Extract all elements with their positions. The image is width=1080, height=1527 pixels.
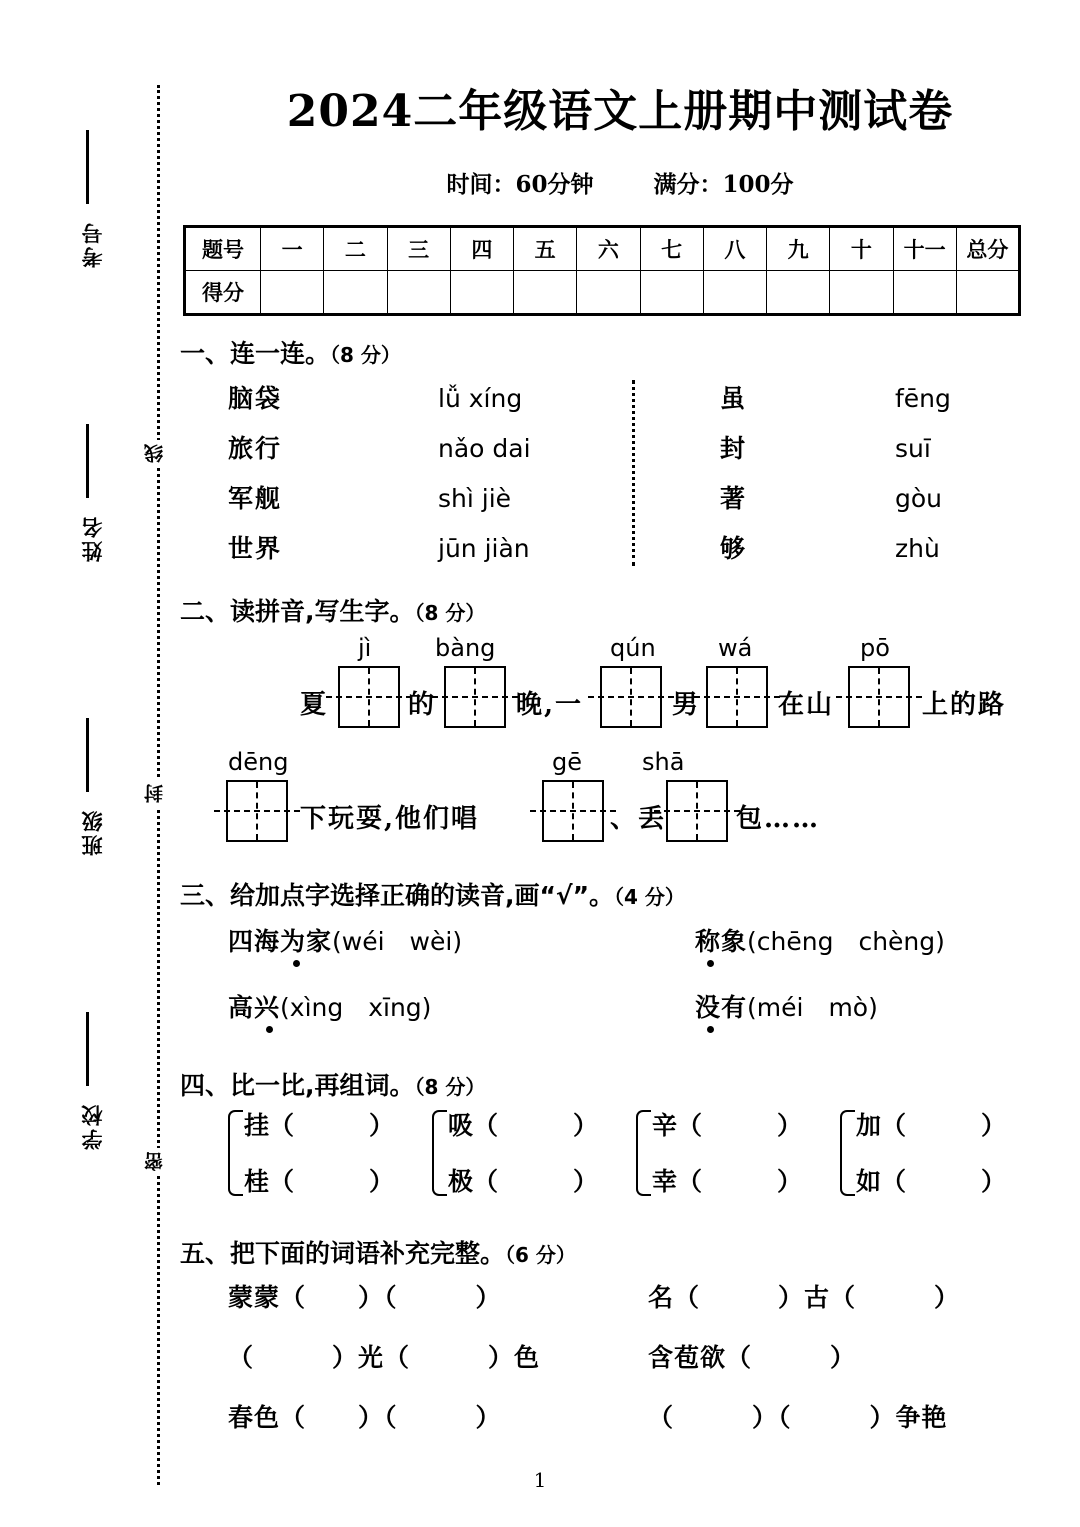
q4-brace-1 — [432, 1110, 447, 1196]
q2-text-bao: 包…… — [736, 804, 821, 835]
q2-box-ji[interactable] — [338, 666, 400, 728]
q2-pinyin-po: pō — [860, 634, 890, 663]
q2-pinyin-wa: wá — [718, 634, 753, 663]
q2-pinyin-ge: gē — [552, 748, 582, 777]
section-1-body — [180, 374, 1060, 574]
field-rule-banji — [86, 718, 89, 792]
seal-char-feng: 封 — [146, 780, 165, 807]
score-cell-3[interactable] — [450, 271, 513, 315]
margin-field-xuexiao: 学校 — [81, 1102, 105, 1150]
exam-content — [180, 0, 1060, 1527]
page-number: 1 — [533, 1468, 547, 1492]
q2-box-sha[interactable] — [666, 780, 728, 842]
score-col-6: 七 — [640, 227, 703, 271]
margin-field-xingming: 姓名 — [81, 514, 105, 562]
q3-word-1: 称象 — [695, 927, 748, 957]
score-cell-11[interactable] — [956, 271, 1019, 315]
section-2-title: 二、读拼音,写生字。 — [180, 597, 415, 627]
q4-line-3-top[interactable]: 加（ ） — [856, 1111, 1007, 1141]
total-score-label: 满分：100分 — [653, 171, 794, 199]
score-cell-4[interactable] — [514, 271, 577, 315]
q1-left-word-0[interactable]: 脑袋 — [228, 384, 283, 414]
q4-line-1-bottom[interactable]: 极（ ） — [448, 1167, 599, 1197]
score-cell-7[interactable] — [703, 271, 766, 315]
q2-box-ge[interactable] — [542, 780, 604, 842]
section-4-body — [180, 1106, 1060, 1216]
q5-item-0[interactable]: 蒙蒙（ ）（ ） — [228, 1283, 502, 1313]
q2-box-qun[interactable] — [600, 666, 662, 728]
field-rule-xingming — [86, 424, 89, 498]
q4-line-0-top[interactable]: 挂（ ） — [244, 1111, 395, 1141]
q1-left-pinyin — [438, 374, 531, 574]
table-row-header — [185, 227, 1020, 271]
section-1-points: （8 分） — [330, 343, 401, 368]
q1-left-pinyin-0[interactable]: lǚ xíng — [438, 384, 523, 414]
q2-box-deng[interactable] — [226, 780, 288, 842]
section-3-heading — [180, 876, 1060, 912]
section-4-heading — [180, 1066, 1060, 1102]
q1-divider — [632, 380, 641, 566]
q2-pinyin-bang: bàng — [435, 634, 496, 663]
section-5-body — [180, 1274, 1060, 1454]
score-col-5: 六 — [577, 227, 640, 271]
q3-item-1[interactable] — [695, 922, 945, 958]
margin-strip — [0, 0, 180, 1527]
q2-text-nan: 男 — [672, 690, 701, 721]
q5-item-1[interactable]: 名（ ）古（ ） — [648, 1283, 961, 1313]
q1-right-words — [720, 374, 747, 574]
seal-char-mi: 密 — [146, 1148, 165, 1175]
score-cell-2[interactable] — [387, 271, 450, 315]
score-table-row-label-0: 题号 — [185, 227, 261, 271]
q1-left-words — [228, 374, 282, 574]
q5-item-3[interactable]: 含苞欲（ ） — [648, 1343, 857, 1373]
q2-text-diu: 、丢 — [610, 804, 667, 835]
q2-pinyin-sha: shā — [642, 748, 685, 777]
q1-left-word-2[interactable]: 军舰 — [228, 484, 283, 514]
score-cell-6[interactable] — [640, 271, 703, 315]
score-col-1: 二 — [324, 227, 387, 271]
q1-left-word-3[interactable]: 世界 — [228, 534, 283, 564]
section-3-title: 三、给加点字选择正确的读音,画“√”。 — [180, 881, 615, 911]
q1-right-word-3[interactable]: 够 — [720, 534, 748, 564]
score-cell-1[interactable] — [324, 271, 387, 315]
q3-options-1: (chēng chèng) — [747, 927, 945, 957]
table-row-scores — [185, 271, 1020, 315]
score-col-9: 十 — [830, 227, 893, 271]
page-title: 2024二年级语文上册期中测试卷 — [286, 86, 954, 137]
q5-item-4[interactable]: 春色（ ）（ ） — [228, 1403, 502, 1433]
q1-right-pinyin-0[interactable]: fēng — [895, 384, 951, 414]
field-rule-kaohao — [86, 130, 89, 204]
q3-item-0[interactable] — [228, 922, 462, 958]
q4-line-2-bottom[interactable]: 幸（ ） — [652, 1167, 803, 1197]
score-cell-5[interactable] — [577, 271, 640, 315]
q1-right-word-0[interactable]: 虽 — [720, 384, 748, 414]
q2-pinyin-deng: dēng — [228, 748, 289, 777]
q3-item-3[interactable] — [695, 988, 878, 1024]
score-col-0: 一 — [261, 227, 324, 271]
section-3-points: （4 分） — [614, 885, 685, 910]
score-col-4: 五 — [514, 227, 577, 271]
section-5-title: 五、把下面的词语补充完整。 — [180, 1239, 506, 1269]
q2-pinyin-ji: jì — [358, 634, 372, 663]
field-rule-xuexiao — [86, 1012, 89, 1086]
score-cell-8[interactable] — [767, 271, 830, 315]
section-4-points: （8 分） — [414, 1075, 486, 1100]
score-cell-9[interactable] — [830, 271, 893, 315]
q3-word-0: 四海为家 — [228, 927, 333, 957]
q1-right-pinyin-2[interactable]: gòu — [895, 484, 943, 514]
section-2-row-2 — [180, 748, 1060, 858]
score-col-7: 八 — [703, 227, 766, 271]
score-col-11: 总分 — [956, 227, 1019, 271]
q4-brace-2 — [636, 1110, 651, 1196]
q2-text-xiawanshua: 下玩耍,他们唱 — [300, 804, 480, 835]
score-col-2: 三 — [387, 227, 450, 271]
q2-text-wanyi: 晚,一 — [516, 690, 584, 721]
q3-options-0: (wéi wèi) — [332, 927, 463, 957]
section-2-row-1 — [180, 632, 1060, 748]
score-col-3: 四 — [450, 227, 513, 271]
q3-emphasis-dot-2 — [266, 1026, 273, 1033]
margin-field-kaohao: 考号 — [81, 220, 105, 268]
q3-word-2: 高兴 — [228, 993, 281, 1023]
q1-left-pinyin-1[interactable]: nǎo dai — [438, 434, 531, 464]
q4-line-3-bottom[interactable]: 如（ ） — [856, 1167, 1007, 1197]
q5-item-5[interactable]: （ ）（ ）争艳 — [648, 1403, 948, 1433]
score-cell-0[interactable] — [261, 271, 324, 315]
seal-char-xian: 线 — [146, 440, 165, 467]
section-1-title: 一、连一连。 — [180, 339, 331, 369]
margin-field-banji: 班级 — [81, 808, 105, 856]
q3-word-3: 没有 — [695, 993, 748, 1023]
q4-line-0-bottom[interactable]: 桂（ ） — [244, 1167, 395, 1197]
q4-brace-0 — [228, 1110, 243, 1196]
q1-right-pinyin — [895, 374, 951, 574]
q1-right-pinyin-3[interactable]: zhù — [895, 534, 940, 564]
q1-right-pinyin-1[interactable]: suī — [895, 434, 931, 464]
q4-line-2-top[interactable]: 辛（ ） — [652, 1111, 803, 1141]
q4-brace-3 — [840, 1110, 855, 1196]
q3-emphasis-dot-0 — [293, 960, 300, 967]
q3-emphasis-dot-3 — [707, 1026, 714, 1033]
section-5-points: （6 分） — [505, 1243, 576, 1268]
score-table-row-label-1: 得分 — [185, 271, 261, 315]
q3-emphasis-dot-1 — [707, 960, 714, 967]
q3-options-3: (méi mò) — [747, 993, 878, 1023]
q2-box-bang[interactable] — [444, 666, 506, 728]
section-3-body — [180, 916, 1060, 1048]
q2-text-xia: 夏 — [300, 690, 329, 721]
score-col-8: 九 — [767, 227, 830, 271]
score-col-10: 十一 — [893, 227, 956, 271]
q2-box-po[interactable] — [848, 666, 910, 728]
q1-left-pinyin-2[interactable]: shì jiè — [438, 484, 512, 514]
q1-right-word-2[interactable]: 著 — [720, 484, 748, 514]
q3-item-2[interactable] — [228, 988, 431, 1024]
q2-text-de: 的 — [408, 690, 437, 721]
section-2-points: （8 分） — [414, 601, 486, 626]
score-cell-10[interactable] — [893, 271, 956, 315]
section-4-title: 四、比一比,再组词。 — [180, 1071, 415, 1101]
q1-left-word-1[interactable]: 旅行 — [228, 434, 283, 464]
q2-text-zaishan: 在山 — [778, 690, 835, 721]
q2-box-wa[interactable] — [706, 666, 768, 728]
q2-text-shangdelu: 上的路 — [922, 690, 1007, 721]
section-2-heading — [180, 592, 1060, 628]
score-table — [183, 225, 1021, 316]
time-label: 时间：60分钟 — [446, 171, 594, 199]
q5-item-2[interactable]: （ ）光（ ）色 — [228, 1343, 541, 1373]
section-1-heading — [180, 334, 1060, 370]
exam-meta — [180, 166, 1060, 199]
q1-left-pinyin-3[interactable]: jūn jiàn — [438, 534, 530, 564]
section-5-heading — [180, 1234, 1060, 1270]
q4-line-1-top[interactable]: 吸（ ） — [448, 1111, 599, 1141]
q2-pinyin-qun: qún — [610, 634, 656, 663]
q1-right-word-1[interactable]: 封 — [720, 434, 748, 464]
q3-options-2: (xìng xīng) — [280, 993, 432, 1023]
